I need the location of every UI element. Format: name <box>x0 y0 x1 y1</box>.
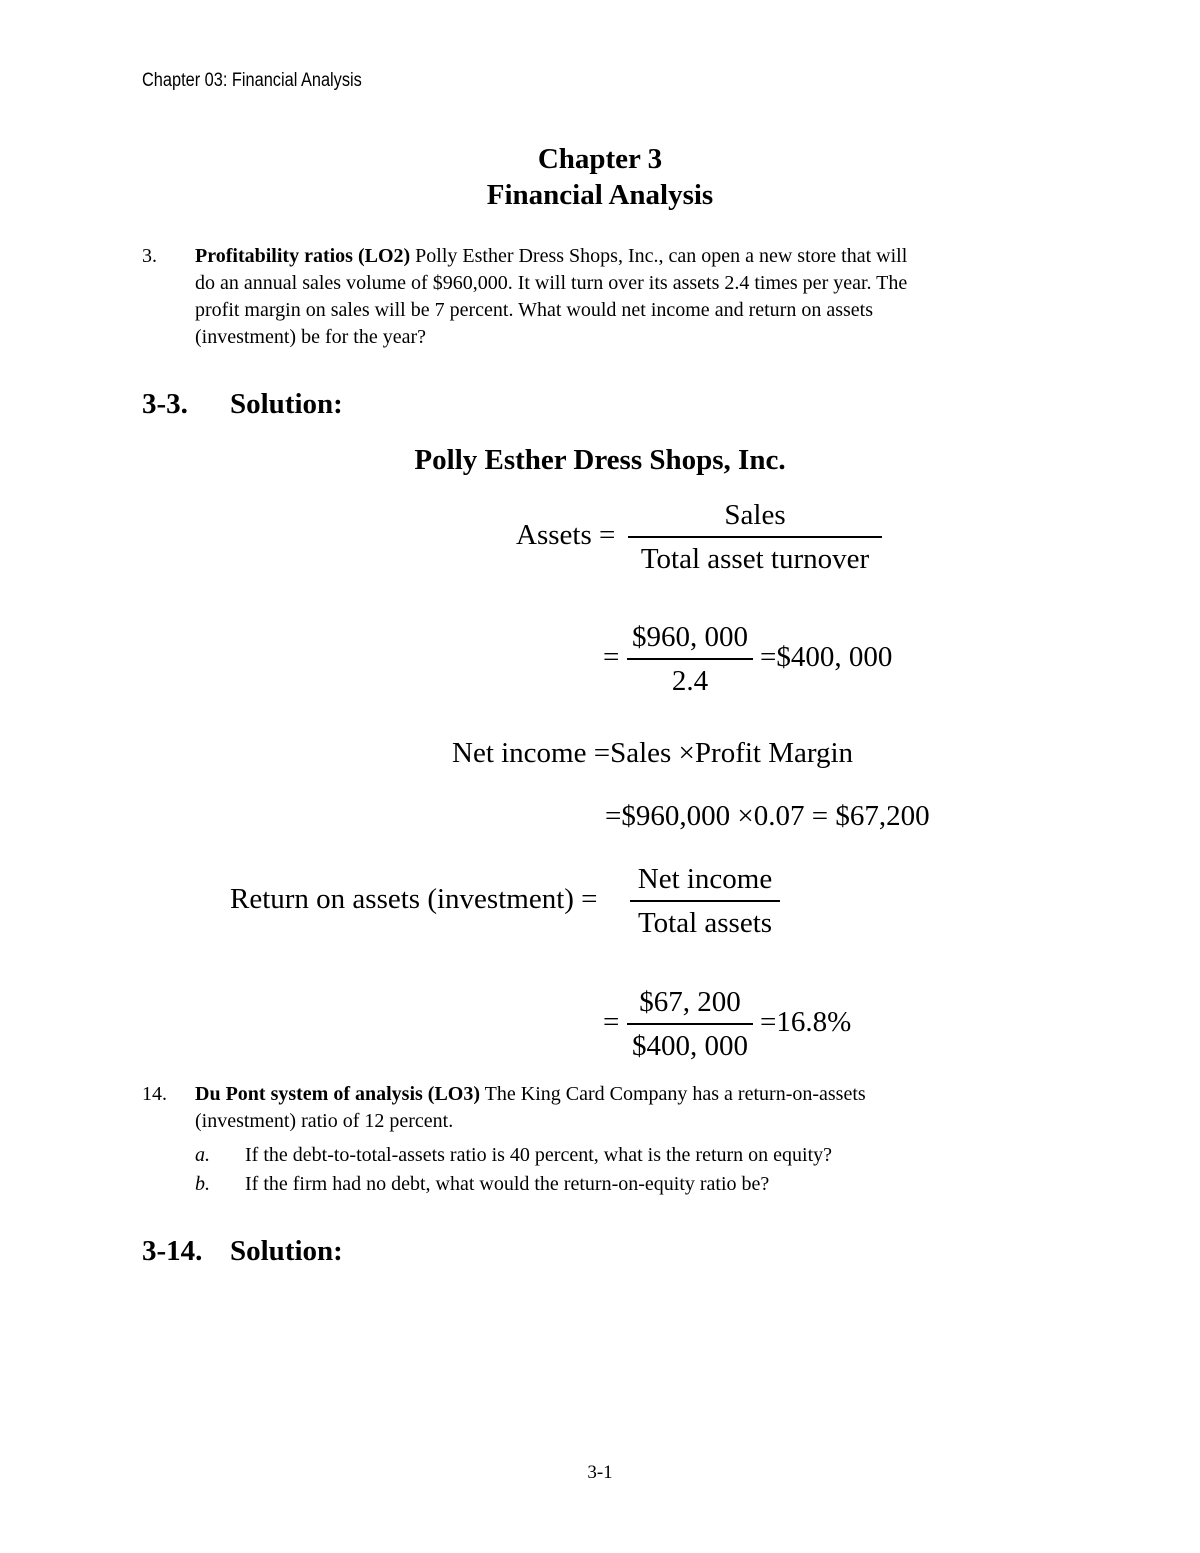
assets-result: =$400, 000 <box>760 641 893 673</box>
problem-14-line-1 <box>195 1081 866 1108</box>
problem-heading: Du Pont system of analysis (LO3) <box>195 1083 481 1105</box>
fraction-bar <box>630 900 780 902</box>
problem-text: The King Card Company has a return-on-assets <box>480 1083 866 1105</box>
roa-lhs: Return on assets (investment) = <box>230 883 598 915</box>
equals-sign: = <box>603 641 620 673</box>
equals-sign: = <box>603 1006 620 1038</box>
fraction-denominator: 2.4 <box>671 665 709 697</box>
problem-number: 3. <box>142 245 157 267</box>
chapter-number-title: Chapter 3 <box>537 143 663 175</box>
problem-3-line-3: profit margin on sales will be 7 percent. What would net income and return on assets <box>195 299 873 321</box>
problem-3-line-1 <box>195 243 907 270</box>
roa-result: =16.8% <box>760 1006 852 1038</box>
fraction-denominator: Total assets <box>637 907 773 939</box>
solution-label: Solution: <box>230 1235 343 1267</box>
net-income-formula: Net income =Sales ×Profit Margin <box>452 737 854 769</box>
fraction-denominator: $400, 000 <box>632 1030 748 1062</box>
list-item: If the debt-to-total-assets ratio is 40 percent, what is the return on equity? <box>245 1144 833 1166</box>
problem-3-line-4: (investment) be for the year? <box>195 326 427 348</box>
fraction-numerator: $960, 000 <box>632 621 748 653</box>
net-income-calculation: =$960,000 ×0.07 = $67,200 <box>605 800 930 832</box>
chapter-title: Financial Analysis <box>486 179 714 211</box>
fraction-bar <box>628 536 882 538</box>
solution-number: 3-3. <box>142 388 188 420</box>
problem-text: Polly Esther Dress Shops, Inc., can open a new store that will <box>410 245 908 267</box>
problem-14-line-2: (investment) ratio of 12 percent. <box>195 1110 454 1132</box>
fraction-bar <box>627 658 753 660</box>
running-header: Chapter 03: Financial Analysis <box>142 70 362 91</box>
problem-number: 14. <box>142 1083 167 1105</box>
assets-lhs: Assets = <box>516 519 616 551</box>
fraction-numerator: $67, 200 <box>639 986 741 1018</box>
fraction-bar <box>627 1023 753 1025</box>
list-marker: a. <box>195 1144 210 1166</box>
fraction-denominator: Total asset turnover <box>640 543 870 575</box>
problem-heading: Profitability ratios (LO2) <box>195 245 411 267</box>
assets-calc-fraction <box>627 620 753 698</box>
solution-number: 3-14. <box>142 1235 203 1267</box>
solution-label: Solution: <box>230 388 343 420</box>
roa-fraction <box>630 862 780 940</box>
company-heading: Polly Esther Dress Shops, Inc. <box>414 444 786 476</box>
fraction-numerator: Net income <box>637 863 773 895</box>
fraction-numerator: Sales <box>724 499 786 531</box>
list-marker: b. <box>195 1173 210 1195</box>
list-item: If the firm had no debt, what would the return-on-equity ratio be? <box>245 1173 770 1195</box>
page-number: 3-1 <box>587 1462 613 1483</box>
roa-calc-fraction <box>627 985 753 1063</box>
problem-3-line-2: do an annual sales volume of $960,000. It will turn over its assets 2.4 times per year. The <box>195 272 908 294</box>
assets-fraction <box>628 498 882 576</box>
